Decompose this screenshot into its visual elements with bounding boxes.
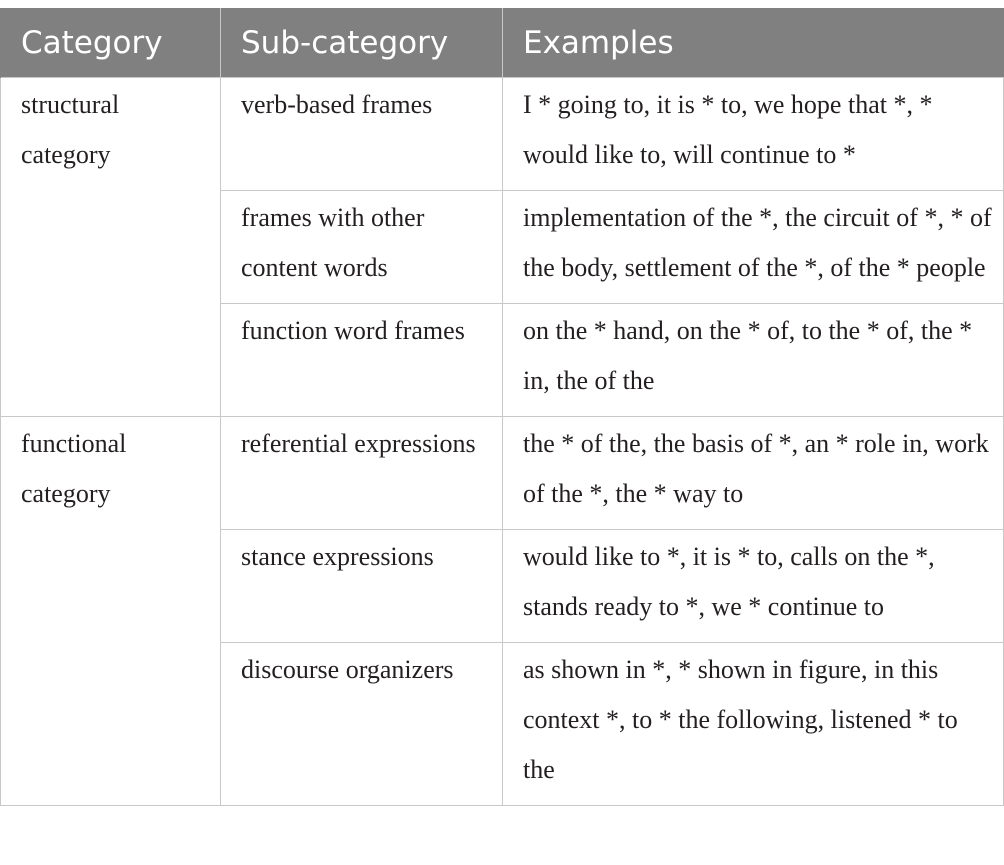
lexical-bundle-table [0,8,1004,806]
sub-category-cell: discourse organizers [221,643,503,806]
examples-cell: as shown in *, * shown in figure, in this context *, to * the following, listened * to the [503,643,1004,806]
header-category: Category [1,8,221,78]
header-sub-category: Sub-category [221,8,503,78]
sub-category-cell: frames with other content words [221,191,503,304]
table-row [1,417,1004,530]
examples-cell: would like to *, it is * to, calls on the *, stands ready to *, we * continue to [503,530,1004,643]
examples-cell: I * going to, it is * to, we hope that *, * would like to, will continue to * [503,78,1004,191]
examples-cell: the * of the, the basis of *, an * role in, work of the *, the * way to [503,417,1004,530]
category-cell: functional category [1,417,221,806]
sub-category-cell: function word frames [221,304,503,417]
sub-category-cell: verb-based frames [221,78,503,191]
examples-cell: on the * hand, on the * of, to the * of, the * in, the of the [503,304,1004,417]
sub-category-cell: referential expressions [221,417,503,530]
header-row [1,8,1004,78]
examples-cell: implementation of the *, the circuit of *, * of the body, settlement of the *, of the * people [503,191,1004,304]
header-examples: Examples [503,8,1004,78]
sub-category-cell: stance expressions [221,530,503,643]
table-row [1,78,1004,191]
category-cell: structural category [1,78,221,417]
